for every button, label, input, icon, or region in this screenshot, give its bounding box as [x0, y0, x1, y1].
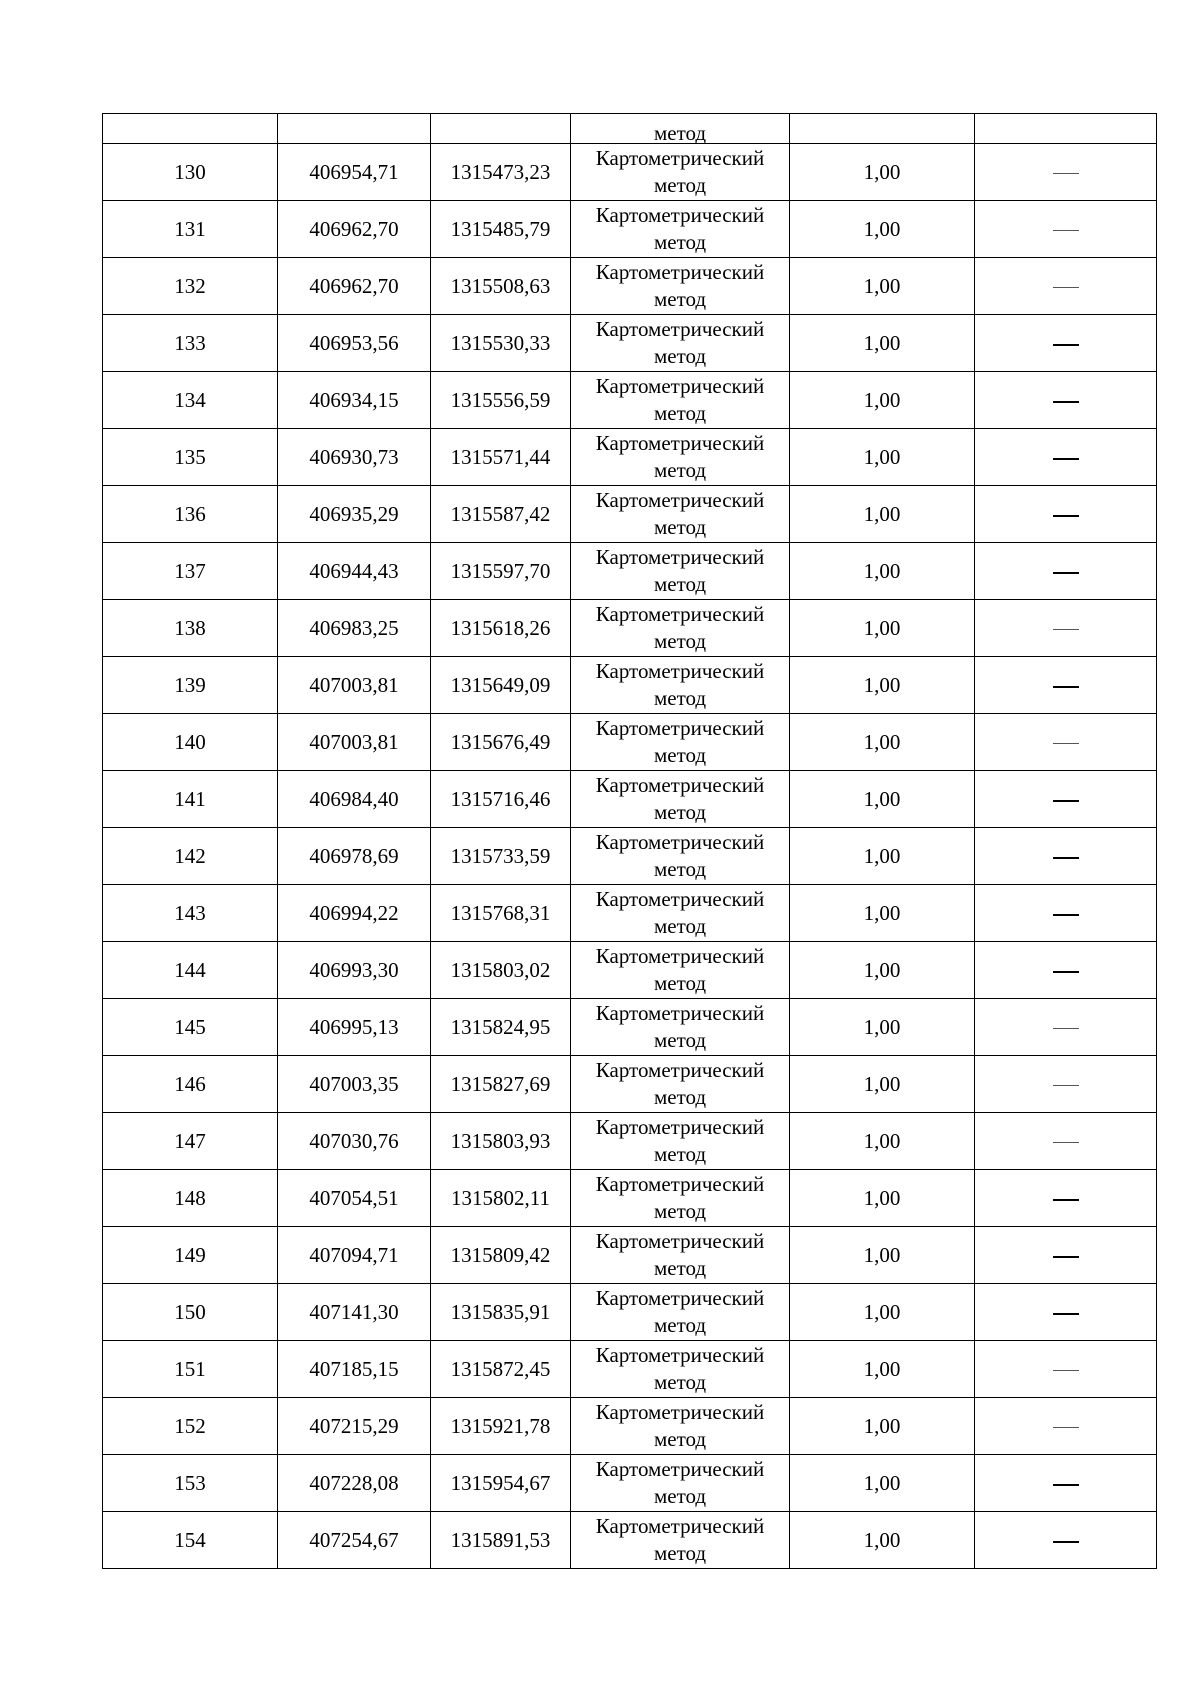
table-row	[103, 315, 1157, 372]
table-row	[103, 1284, 1157, 1341]
cell-method	[571, 144, 790, 201]
cell-number: 139	[103, 657, 278, 714]
cell-x: 406953,56	[278, 315, 431, 372]
cell-y: 1315921,78	[431, 1398, 571, 1455]
cell-accuracy: 1,00	[790, 372, 975, 429]
cell-method	[571, 258, 790, 315]
cell-x: 406962,70	[278, 258, 431, 315]
cell-accuracy: 1,00	[790, 999, 975, 1056]
dash-icon	[1053, 629, 1079, 630]
cell-y: 1315597,70	[431, 543, 571, 600]
dash-icon	[1053, 914, 1079, 916]
method-line-1: Картометрический	[595, 146, 765, 170]
cell-note	[975, 1284, 1157, 1341]
dash-icon	[1053, 1313, 1079, 1315]
cell-note	[975, 1170, 1157, 1227]
cell-number: 148	[103, 1170, 278, 1227]
method-line-2: метод	[653, 401, 707, 425]
dash-icon	[1053, 458, 1079, 460]
method-line-2: метод	[653, 1370, 707, 1394]
cell-x: 406954,71	[278, 144, 431, 201]
dash-icon	[1053, 971, 1079, 973]
table-body	[103, 114, 1157, 1569]
cell-x: 407215,29	[278, 1398, 431, 1455]
method-line-1: Картометрический	[595, 716, 765, 740]
dash-icon	[1053, 1256, 1079, 1258]
method-line-2: метод	[653, 1484, 707, 1508]
table-row	[103, 1056, 1157, 1113]
cell-number	[103, 114, 278, 144]
cell-note	[975, 714, 1157, 771]
cell-number: 145	[103, 999, 278, 1056]
cell-note	[975, 258, 1157, 315]
method-line-2: метод	[653, 572, 707, 596]
cell-accuracy: 1,00	[790, 1512, 975, 1569]
cell-method	[571, 1341, 790, 1398]
method-line-1: Картометрический	[595, 830, 765, 854]
table-row	[103, 657, 1157, 714]
dash-icon	[1053, 743, 1079, 744]
cell-number: 144	[103, 942, 278, 999]
table-row	[103, 372, 1157, 429]
cell-method	[571, 999, 790, 1056]
method-line-2: метод	[653, 1427, 707, 1451]
cell-note	[975, 771, 1157, 828]
method-line-1: Картометрический	[595, 1457, 765, 1481]
cell-number: 135	[103, 429, 278, 486]
dash-icon	[1053, 1085, 1079, 1086]
method-line-2: метод	[653, 686, 707, 710]
dash-icon	[1053, 1541, 1079, 1543]
method-line-1: Картометрический	[595, 1514, 765, 1538]
cell-note	[975, 600, 1157, 657]
method-line-1: Картометрический	[595, 1286, 765, 1310]
cell-x: 406978,69	[278, 828, 431, 885]
method-line-2: метод	[653, 1142, 707, 1166]
cell-method	[571, 372, 790, 429]
cell-method	[571, 315, 790, 372]
dash-icon	[1053, 344, 1079, 346]
cell-accuracy: 1,00	[790, 1455, 975, 1512]
cell-accuracy: 1,00	[790, 1227, 975, 1284]
cell-number: 131	[103, 201, 278, 258]
cell-y: 1315733,59	[431, 828, 571, 885]
cell-y: 1315802,11	[431, 1170, 571, 1227]
method-line-1: Картометрический	[595, 431, 765, 455]
cell-number: 147	[103, 1113, 278, 1170]
cell-number: 141	[103, 771, 278, 828]
cell-number: 142	[103, 828, 278, 885]
cell-accuracy: 1,00	[790, 144, 975, 201]
cell-number: 154	[103, 1512, 278, 1569]
cell-number: 151	[103, 1341, 278, 1398]
cell-method: метод	[571, 114, 790, 144]
method-line-2: метод	[653, 743, 707, 767]
cell-y: 1315508,63	[431, 258, 571, 315]
dash-icon	[1053, 857, 1079, 859]
cell-accuracy: 1,00	[790, 315, 975, 372]
cell-note	[975, 114, 1157, 144]
coordinates-table	[102, 113, 1157, 1569]
method-line-1: Картометрический	[595, 203, 765, 227]
dash-icon	[1053, 800, 1079, 802]
cell-method	[571, 885, 790, 942]
cell-number: 153	[103, 1455, 278, 1512]
cell-y: 1315556,59	[431, 372, 571, 429]
cell-y: 1315891,53	[431, 1512, 571, 1569]
cell-number: 138	[103, 600, 278, 657]
cell-accuracy: 1,00	[790, 828, 975, 885]
dash-icon	[1053, 1142, 1079, 1143]
cell-y: 1315872,45	[431, 1341, 571, 1398]
cell-y: 1315485,79	[431, 201, 571, 258]
cell-note	[975, 1341, 1157, 1398]
cell-x: 406995,13	[278, 999, 431, 1056]
cell-method	[571, 1113, 790, 1170]
table-row	[103, 714, 1157, 771]
cell-note	[975, 201, 1157, 258]
table-row	[103, 1455, 1157, 1512]
method-line-2: метод	[653, 857, 707, 881]
cell-y: 1315827,69	[431, 1056, 571, 1113]
table-row	[103, 258, 1157, 315]
cell-method	[571, 1455, 790, 1512]
cell-note	[975, 1512, 1157, 1569]
cell-note	[975, 372, 1157, 429]
method-line-1: Картометрический	[595, 488, 765, 512]
cell-x: 407030,76	[278, 1113, 431, 1170]
cell-number: 149	[103, 1227, 278, 1284]
method-line-2: метод	[653, 344, 707, 368]
table-row	[103, 486, 1157, 543]
cell-x: 406935,29	[278, 486, 431, 543]
cell-accuracy: 1,00	[790, 1284, 975, 1341]
cell-y: 1315649,09	[431, 657, 571, 714]
cell-method	[571, 1227, 790, 1284]
cell-x: 407228,08	[278, 1455, 431, 1512]
cell-method	[571, 600, 790, 657]
method-line-2: метод	[653, 1085, 707, 1109]
method-line-1: Картометрический	[595, 1115, 765, 1139]
method-line-2: метод	[653, 173, 707, 197]
cell-note	[975, 144, 1157, 201]
cell-note	[975, 1455, 1157, 1512]
cell-note	[975, 315, 1157, 372]
table-row-continued	[103, 114, 1157, 144]
cell-number: 152	[103, 1398, 278, 1455]
cell-method	[571, 543, 790, 600]
dash-icon	[1053, 287, 1079, 288]
table-row	[103, 1227, 1157, 1284]
table-row	[103, 144, 1157, 201]
cell-y: 1315809,42	[431, 1227, 571, 1284]
cell-x: 407185,15	[278, 1341, 431, 1398]
cell-number: 140	[103, 714, 278, 771]
method-line-1: Картометрический	[595, 1343, 765, 1367]
cell-accuracy: 1,00	[790, 486, 975, 543]
table-row	[103, 999, 1157, 1056]
cell-y: 1315768,31	[431, 885, 571, 942]
method-line-2: метод	[653, 914, 707, 938]
cell-accuracy: 1,00	[790, 1056, 975, 1113]
cell-accuracy: 1,00	[790, 600, 975, 657]
method-line-2: метод	[653, 458, 707, 482]
cell-note	[975, 885, 1157, 942]
dash-icon	[1053, 1427, 1079, 1428]
method-line-1: Картометрический	[595, 773, 765, 797]
dash-icon	[1053, 401, 1079, 403]
cell-note	[975, 942, 1157, 999]
cell-note	[975, 429, 1157, 486]
cell-y: 1315824,95	[431, 999, 571, 1056]
method-line-1: Картометрический	[595, 944, 765, 968]
cell-method	[571, 1056, 790, 1113]
cell-note	[975, 543, 1157, 600]
cell-number: 134	[103, 372, 278, 429]
cell-accuracy: 1,00	[790, 657, 975, 714]
method-line-1: Картометрический	[595, 887, 765, 911]
cell-note	[975, 1398, 1157, 1455]
cell-x: 406930,73	[278, 429, 431, 486]
dash-icon	[1053, 1028, 1079, 1029]
dash-icon	[1053, 515, 1079, 517]
cell-note	[975, 657, 1157, 714]
cell-note	[975, 1056, 1157, 1113]
cell-y: 1315803,02	[431, 942, 571, 999]
method-line-1: Картометрический	[595, 1058, 765, 1082]
method-line-1: Картометрический	[595, 317, 765, 341]
table-row	[103, 1170, 1157, 1227]
cell-x: 407003,35	[278, 1056, 431, 1113]
cell-x: 407254,67	[278, 1512, 431, 1569]
cell-x	[278, 114, 431, 144]
method-line-1: Картометрический	[595, 1400, 765, 1424]
method-line-2: метод	[653, 515, 707, 539]
cell-y: 1315473,23	[431, 144, 571, 201]
cell-method	[571, 1512, 790, 1569]
cell-method	[571, 771, 790, 828]
cell-x: 407003,81	[278, 657, 431, 714]
cell-number: 146	[103, 1056, 278, 1113]
cell-number: 137	[103, 543, 278, 600]
cell-note	[975, 486, 1157, 543]
cell-note	[975, 828, 1157, 885]
table-row	[103, 1113, 1157, 1170]
method-line-2: метод	[653, 800, 707, 824]
dash-icon	[1053, 686, 1079, 688]
cell-number: 143	[103, 885, 278, 942]
cell-x: 406994,22	[278, 885, 431, 942]
method-line-2: метод	[653, 230, 707, 254]
cell-x: 406944,43	[278, 543, 431, 600]
cell-method	[571, 201, 790, 258]
cell-y: 1315676,49	[431, 714, 571, 771]
cell-method	[571, 828, 790, 885]
cell-y: 1315618,26	[431, 600, 571, 657]
table-row	[103, 1398, 1157, 1455]
method-line-1: Картометрический	[595, 374, 765, 398]
method-line-2: метод	[653, 1256, 707, 1280]
cell-method	[571, 942, 790, 999]
method-line-2: метод	[653, 287, 707, 311]
dash-icon	[1053, 1370, 1079, 1371]
cell-accuracy: 1,00	[790, 258, 975, 315]
cell-y: 1315803,93	[431, 1113, 571, 1170]
cell-accuracy: 1,00	[790, 1398, 975, 1455]
method-line-2: метод	[653, 1199, 707, 1223]
cell-accuracy: 1,00	[790, 771, 975, 828]
cell-number: 132	[103, 258, 278, 315]
cell-x: 407141,30	[278, 1284, 431, 1341]
table-row	[103, 429, 1157, 486]
method-line-1: Картометрический	[595, 260, 765, 284]
method-line-2: метод	[653, 629, 707, 653]
table-row	[103, 600, 1157, 657]
cell-x: 407003,81	[278, 714, 431, 771]
cell-x: 406934,15	[278, 372, 431, 429]
method-line-2: метод	[653, 1541, 707, 1565]
method-line-1: Картометрический	[595, 545, 765, 569]
cell-method	[571, 1398, 790, 1455]
table-row	[103, 1341, 1157, 1398]
cell-y: 1315530,33	[431, 315, 571, 372]
method-line-1: Картометрический	[595, 602, 765, 626]
table-row	[103, 543, 1157, 600]
cell-x: 407094,71	[278, 1227, 431, 1284]
cell-y: 1315835,91	[431, 1284, 571, 1341]
cell-method	[571, 657, 790, 714]
dash-icon	[1053, 230, 1079, 231]
cell-method	[571, 714, 790, 771]
cell-accuracy: 1,00	[790, 201, 975, 258]
cell-x: 406993,30	[278, 942, 431, 999]
method-line-1: Картометрический	[595, 1229, 765, 1253]
cell-method	[571, 429, 790, 486]
method-line-2: метод	[653, 1313, 707, 1337]
table-row	[103, 942, 1157, 999]
cell-accuracy	[790, 114, 975, 144]
cell-method	[571, 486, 790, 543]
cell-method	[571, 1170, 790, 1227]
cell-x: 406962,70	[278, 201, 431, 258]
cell-method	[571, 1284, 790, 1341]
cell-x: 406983,25	[278, 600, 431, 657]
cell-note	[975, 999, 1157, 1056]
cell-y: 1315571,44	[431, 429, 571, 486]
method-line-2: метод	[653, 1028, 707, 1052]
cell-accuracy: 1,00	[790, 885, 975, 942]
cell-y: 1315954,67	[431, 1455, 571, 1512]
method-line-1: Картометрический	[595, 1172, 765, 1196]
cell-y	[431, 114, 571, 144]
table-row	[103, 828, 1157, 885]
dash-icon	[1053, 173, 1079, 174]
cell-x: 407054,51	[278, 1170, 431, 1227]
cell-accuracy: 1,00	[790, 1341, 975, 1398]
table-row	[103, 1512, 1157, 1569]
cell-y: 1315587,42	[431, 486, 571, 543]
method-line-2: метод	[653, 971, 707, 995]
cell-accuracy: 1,00	[790, 942, 975, 999]
cell-accuracy: 1,00	[790, 543, 975, 600]
method-line-1: Картометрический	[595, 1001, 765, 1025]
cell-accuracy: 1,00	[790, 1113, 975, 1170]
cell-number: 150	[103, 1284, 278, 1341]
table-row	[103, 201, 1157, 258]
method-line-1: Картометрический	[595, 659, 765, 683]
dash-icon	[1053, 1199, 1079, 1201]
table-row	[103, 885, 1157, 942]
dash-icon	[1053, 1484, 1079, 1486]
cell-y: 1315716,46	[431, 771, 571, 828]
cell-note	[975, 1227, 1157, 1284]
dash-icon	[1053, 572, 1079, 574]
cell-number: 130	[103, 144, 278, 201]
cell-accuracy: 1,00	[790, 1170, 975, 1227]
table-row	[103, 771, 1157, 828]
cell-number: 133	[103, 315, 278, 372]
cell-accuracy: 1,00	[790, 429, 975, 486]
cell-accuracy: 1,00	[790, 714, 975, 771]
cell-note	[975, 1113, 1157, 1170]
cell-number: 136	[103, 486, 278, 543]
cell-x: 406984,40	[278, 771, 431, 828]
